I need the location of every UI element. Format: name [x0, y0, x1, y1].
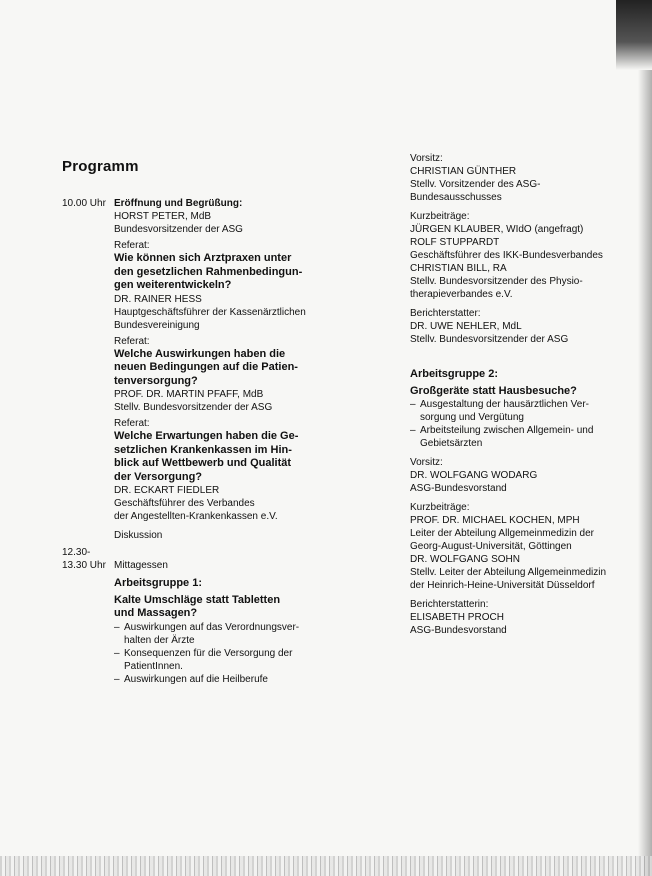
referat-title	[114, 430, 322, 484]
contribution-line: JÜRGEN KLAUBER, WIdO (angefragt)	[410, 224, 584, 235]
referat-title	[114, 348, 322, 389]
scan-bottom-edge	[0, 856, 652, 876]
title-line: und Massagen?	[114, 607, 198, 619]
speaker-role: Geschäftsführer des Verbandes	[114, 498, 255, 509]
left-column	[62, 197, 322, 686]
title-line: gen weiterentwickeln?	[114, 279, 232, 291]
workgroup-title: Großgeräte statt Hausbesuche?	[410, 384, 577, 397]
reporter-role: Stellv. Bundesvorsitzender der ASG	[410, 334, 569, 345]
reporter-name: DR. UWE NEHLER, MdL	[410, 321, 522, 332]
chair-name: DR. WOLFGANG WODARG	[410, 470, 538, 481]
section-label: Vorsitz:	[410, 153, 443, 164]
title-line: blick auf Wettbewerb und Qualität	[114, 457, 292, 469]
speaker-role: Bundesvereinigung	[114, 319, 200, 331]
list-item	[114, 621, 322, 647]
contribution-line: ROLF STUPPARDT	[410, 237, 500, 248]
opening-title: Eröffnung und Begrüßung:	[114, 198, 243, 209]
page-title: Programm	[62, 158, 139, 175]
dash-bullet: –	[410, 425, 416, 436]
reporter-role: ASG-Bundesvorstand	[410, 625, 507, 636]
agenda-entry-opening	[62, 197, 322, 542]
chair-role: ASG-Bundesvorstand	[410, 483, 507, 494]
item-line: Gebietsärzten	[420, 438, 483, 449]
list-item	[114, 647, 322, 673]
contribution-line: Stellv. Bundesvorsitzender des Physio-	[410, 276, 583, 287]
contribution-line: Georg-August-Universität, Göttingen	[410, 541, 572, 552]
reporter-name: ELISABETH PROCH	[410, 612, 504, 623]
referat-label: Referat:	[114, 335, 150, 347]
contribution-line: therapieverbandes e.V.	[410, 289, 513, 300]
title-line: der Versorgung?	[114, 470, 203, 483]
referat-title	[114, 252, 322, 293]
speaker-name: DR. ECKART FIEDLER	[114, 485, 220, 496]
workgroup-label: Arbeitsgruppe 2:	[410, 368, 499, 380]
speaker-name: DR. RAINER HESS	[114, 293, 202, 305]
title-line: Kalte Umschläge statt Tabletten	[114, 593, 281, 606]
right-column	[410, 152, 640, 637]
speaker-role: Stellv. Bundesvorsitzender der ASG	[114, 402, 273, 413]
contribution-line: Stellv. Leiter der Abteilung Allgemeinmedizin	[410, 567, 607, 578]
title-line: Welche Erwartungen haben die Ge-	[114, 430, 299, 442]
contribution-line: PROF. DR. MICHAEL KOCHEN, MPH	[410, 515, 580, 526]
chair-name: CHRISTIAN GÜNTHER	[410, 166, 517, 177]
lunch-label: Mittagessen	[114, 560, 168, 571]
item-line: Auswirkungen auf das Verordnungsver-	[124, 621, 300, 633]
agenda-entry-ag1	[62, 577, 322, 686]
time-label	[62, 546, 114, 572]
list-item	[114, 673, 322, 686]
contribution-line: Leiter der Abteilung Allgemeinmedizin der	[410, 528, 594, 539]
section-label: Vorsitz:	[410, 457, 443, 468]
item-line: Konsequenzen für die Versorgung der	[124, 647, 293, 659]
title-line: den gesetzlichen Rahmenbedingun-	[114, 265, 303, 278]
item-line: PatientInnen.	[124, 660, 183, 672]
time-end: 13.30 Uhr	[62, 560, 106, 571]
speaker-role: Bundesvorsitzender der ASG	[114, 224, 243, 235]
title-line: Welche Auswirkungen haben die	[114, 347, 286, 360]
list-item	[410, 424, 640, 450]
item-line: Arbeitsteilung zwischen Allgemein- und	[420, 425, 594, 436]
contribution-line: der Heinrich-Heine-Universität Düsseldorf	[410, 580, 595, 591]
workgroup-label: Arbeitsgruppe 1:	[114, 577, 203, 589]
speaker-role: der Angestellten-Krankenkassen e.V.	[114, 511, 278, 522]
time-label: 10.00 Uhr	[62, 198, 106, 209]
dash-bullet: –	[410, 399, 416, 410]
section-label: Kurzbeiträge:	[410, 211, 470, 222]
section-label: Berichterstatterin:	[410, 599, 489, 610]
title-line: tenversorgung?	[114, 374, 198, 387]
time-start: 12.30-	[62, 547, 91, 558]
chair-role: Stellv. Vorsitzender des ASG-	[410, 179, 541, 190]
referat-label: Referat:	[114, 240, 150, 251]
referat-label: Referat:	[114, 418, 150, 429]
dash-bullet: –	[114, 621, 120, 633]
dash-bullet: –	[114, 673, 120, 685]
title-line: Wie können sich Arztpraxen unter	[114, 252, 292, 264]
section-label: Kurzbeiträge:	[410, 502, 470, 513]
scan-shadow	[616, 0, 652, 70]
workgroup-title	[114, 594, 322, 621]
speaker-name: HORST PETER, MdB	[114, 211, 212, 222]
dash-bullet: –	[114, 647, 120, 659]
item-line: halten der Ärzte	[124, 634, 195, 646]
speaker-name: PROF. DR. MARTIN PFAFF, MdB	[114, 389, 264, 400]
item-line: Ausgestaltung der hausärztlichen Ver-	[420, 399, 589, 410]
list-item	[410, 398, 640, 424]
contribution-line: CHRISTIAN BILL, RA	[410, 263, 507, 274]
title-line: setzlichen Krankenkassen im Hin-	[114, 443, 292, 456]
title-line: neuen Bedingungen auf die Patien-	[114, 361, 298, 373]
contribution-line: DR. WOLFGANG SOHN	[410, 554, 521, 565]
chair-role: Bundesausschusses	[410, 192, 502, 203]
scan-edge	[638, 70, 652, 876]
contribution-line: Geschäftsführer des IKK-Bundesverbandes	[410, 250, 603, 261]
item-line: Auswirkungen auf die Heilberufe	[124, 673, 268, 685]
discussion-label: Diskussion	[114, 530, 163, 541]
speaker-role: Hauptgeschäftsführer der Kassenärztlichen	[114, 306, 306, 318]
section-label: Berichterstatter:	[410, 308, 481, 319]
item-line: sorgung und Vergütung	[420, 412, 524, 423]
agenda-entry-lunch	[62, 546, 322, 572]
